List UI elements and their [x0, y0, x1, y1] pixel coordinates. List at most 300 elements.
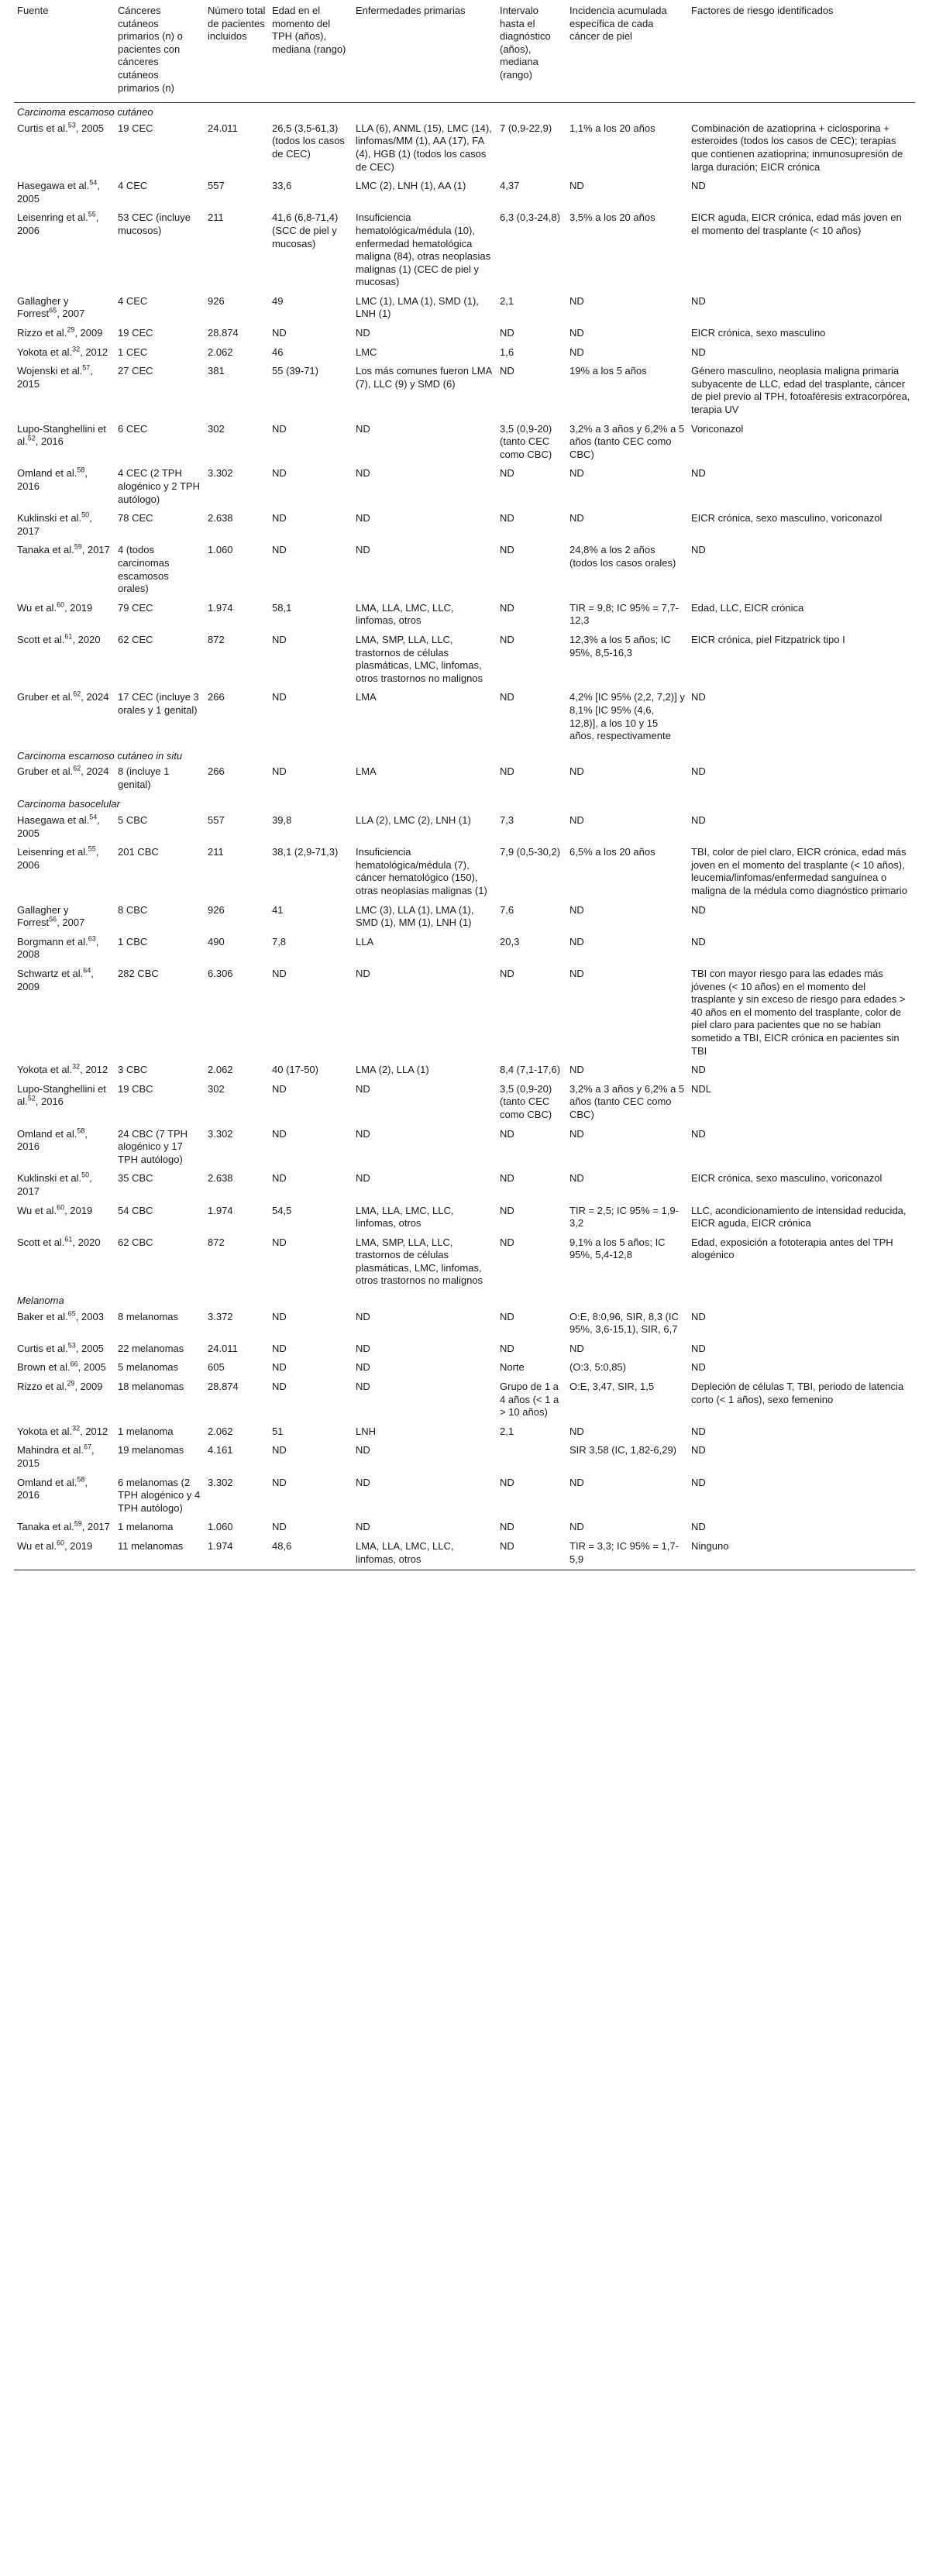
header-pacientes: Número total de pacientes incluidos: [205, 0, 269, 103]
fuente-cell: [14, 465, 115, 510]
fuente-cell: [14, 1474, 115, 1519]
canceres-cell: 1 melanoma: [118, 1425, 174, 1437]
table-row: [14, 177, 915, 209]
incidencia-cell: SIR 3,58 (IC, 1,82-6,29): [569, 1444, 677, 1457]
source-year: , 2020: [72, 633, 101, 645]
intervalo-cell: 3,5 (0,9-20) (tanto CEC como CBC): [500, 422, 552, 460]
factores-cell: ND: [691, 691, 706, 703]
canceres-cell: 19 CEC: [118, 327, 153, 339]
intervalo-cell: 7 (0,9-22,9): [500, 122, 552, 134]
pacientes-cell: 872: [208, 1236, 225, 1248]
pacientes-cell: 2.062: [208, 346, 233, 358]
pacientes-cell: 266: [208, 691, 225, 703]
fuente-cell: [14, 689, 115, 746]
canceres-cell: 53 CEC (incluye mucosos): [118, 212, 191, 236]
edad-cell: 46: [272, 346, 284, 358]
enfermedades-cell: LMC (3), LLA (1), LMA (1), SMD (1), MM (1), LNH (1): [356, 903, 474, 929]
intervalo-cell: 8,4 (7,1-17,6): [500, 1064, 561, 1076]
source-ref: 64: [83, 966, 91, 975]
source-year: , 2012: [80, 1425, 108, 1437]
factores-cell: ND: [691, 765, 706, 778]
source-ref: 60: [57, 600, 65, 609]
factores-cell: ND: [691, 346, 706, 358]
fuente-cell: [14, 1378, 115, 1423]
pacientes-cell: 1.974: [208, 1204, 233, 1216]
canceres-cell: 8 melanomas: [118, 1310, 179, 1322]
pacientes-cell: 2.638: [208, 1172, 233, 1185]
source-year: , 2005: [75, 1342, 104, 1354]
intervalo-cell: ND: [500, 1204, 514, 1216]
source-year: , 2005: [75, 122, 104, 134]
incidencia-cell: 12,3% a los 5 años; IC 95%, 8,5-16,3: [569, 633, 671, 659]
incidencia-cell: 3,5% a los 20 años: [569, 212, 655, 224]
fuente-cell: [14, 1234, 115, 1291]
section-title: Carcinoma escamoso cutáneo in situ: [17, 749, 183, 762]
fuente-cell: [14, 1518, 115, 1538]
fuente-cell: [14, 965, 115, 1061]
canceres-cell: 35 CBC: [118, 1172, 153, 1185]
enfermedades-cell: Insuficiencia hematológica/médula (7), cáncer hematológico (150), otras neoplasias malignas (1): [356, 846, 487, 897]
source-author: Leisenring et al.: [17, 846, 88, 858]
factores-cell: ND: [691, 1342, 706, 1354]
enfermedades-cell: LMA, SMP, LLA, LLC, trastornos de células plasmáticas, LMC, linfomas, otros trastornos no malignos: [356, 633, 483, 684]
enfermedades-cell: ND: [356, 1342, 370, 1354]
table-row: [14, 1126, 915, 1171]
source-year: , 2007: [57, 917, 85, 929]
enfermedades-cell: LMA: [356, 765, 377, 778]
header-enfermedades: Enfermedades primarias: [353, 0, 497, 103]
source-year: , 2019: [64, 1539, 93, 1552]
enfermedades-cell: ND: [356, 467, 370, 480]
edad-cell: 7,8: [272, 935, 287, 948]
enfermedades-cell: ND: [356, 1381, 370, 1393]
canceres-cell: 4 CEC: [118, 294, 148, 307]
canceres-cell: 8 (incluye 1 genital): [118, 765, 170, 790]
source-ref: 62: [73, 690, 81, 698]
source-author: Wojenski et al.: [17, 365, 83, 377]
source-ref: 54: [89, 813, 98, 821]
canceres-cell: 6 CEC: [118, 422, 148, 435]
fuente-cell: [14, 1170, 115, 1202]
incidencia-cell: ND: [569, 512, 584, 524]
canceres-cell: 11 melanomas: [115, 1538, 205, 1570]
table-row: [14, 293, 915, 325]
intervalo-cell: ND: [500, 1127, 514, 1140]
intervalo-cell: 7,9 (0,5-30,2): [500, 846, 561, 858]
source-year: , 2007: [57, 308, 85, 320]
source-author: Yokota et al.: [17, 1064, 73, 1076]
fuente-cell: [14, 902, 115, 934]
intervalo-cell: ND: [500, 467, 514, 480]
factores-cell: Edad, exposición a fototerapia antes del TPH alogénico: [691, 1236, 893, 1261]
pacientes-cell: 24.011: [208, 122, 238, 134]
enfermedades-cell: ND: [356, 544, 370, 556]
edad-cell: ND: [272, 544, 287, 556]
source-year: , 2009: [74, 1381, 103, 1393]
source-ref: 60: [57, 1203, 65, 1212]
table-row: [14, 763, 915, 795]
factores-cell: Género masculino, neoplasia maligna primaria subyacente de LLC, edad del trasplante, cáncer de piel previo al TPH, fotoaféresis extracorpórea, terapia UV: [691, 365, 910, 416]
table-row: [14, 600, 915, 631]
table-row: [14, 1378, 915, 1423]
table-row: [14, 1081, 915, 1126]
pacientes-cell: 381: [208, 365, 225, 377]
source-ref: 54: [89, 178, 98, 187]
canceres-cell: 19 melanomas: [118, 1444, 184, 1457]
incidencia-cell: ND: [569, 346, 584, 358]
table-row: [14, 1234, 915, 1291]
factores-cell: ND: [691, 467, 706, 480]
table-row: [14, 1442, 915, 1474]
section-title: Melanoma: [17, 1295, 64, 1307]
edad-cell: ND: [272, 633, 287, 645]
intervalo-cell: ND: [500, 1521, 514, 1533]
risk-table: [14, 0, 915, 1570]
source-ref: 61: [64, 1235, 73, 1243]
factores-cell: ND: [691, 294, 706, 307]
factores-cell: ND: [691, 1425, 706, 1437]
source-ref: 32: [72, 1424, 81, 1432]
incidencia-cell: ND: [569, 1064, 584, 1076]
fuente-cell: [14, 510, 115, 542]
section-row: [14, 795, 915, 812]
canceres-cell: 4 CEC: [118, 180, 148, 192]
enfermedades-cell: LMC (2), LNH (1), AA (1): [356, 180, 466, 192]
fuente-cell: [14, 1126, 115, 1171]
incidencia-cell: ND: [569, 1476, 584, 1488]
fuente-cell: [14, 934, 115, 965]
source-year: , 2016: [17, 467, 88, 492]
source-year: , 2024: [81, 691, 109, 703]
source-author: Rizzo et al.: [17, 1381, 67, 1393]
fuente-cell: [14, 177, 115, 209]
incidencia-cell: ND: [569, 903, 584, 916]
enfermedades-cell: ND: [356, 327, 370, 339]
factores-cell: LLC, acondicionamiento de intensidad reducida, EICR aguda, EICR crónica: [691, 1204, 907, 1230]
enfermedades-cell: LMA: [356, 691, 377, 703]
source-author: Wu et al.: [17, 601, 57, 614]
canceres-cell: 18 melanomas: [118, 1381, 184, 1393]
edad-cell: ND: [272, 1476, 287, 1488]
enfermedades-cell: ND: [356, 1361, 370, 1374]
factores-cell: Ninguno: [688, 1538, 915, 1570]
fuente-cell: [14, 209, 115, 293]
pacientes-cell: 3.372: [208, 1310, 233, 1322]
pacientes-cell: 3.302: [208, 467, 233, 480]
source-ref: 65: [49, 307, 57, 315]
intervalo-cell: 7,3: [500, 814, 514, 827]
source-author: Lupo-Stanghellini et al.: [17, 1082, 106, 1108]
source-author: Kuklinski et al.: [17, 1172, 82, 1185]
source-ref: 52: [27, 1095, 36, 1103]
source-ref: 62: [73, 764, 81, 772]
intervalo-cell: ND: [500, 365, 514, 377]
enfermedades-cell: ND: [356, 1521, 370, 1533]
enfermedades-cell: LLA (6), ANML (15), LMC (14), linfomas/MM (1), AA (17), FA (4), HGB (1) (todos los casos de CEC): [356, 122, 492, 173]
edad-cell: 41: [272, 903, 284, 916]
table-row: [14, 1538, 915, 1570]
fuente-cell: [14, 542, 115, 599]
source-ref: 61: [64, 632, 73, 641]
intervalo-cell: ND: [500, 1172, 514, 1185]
canceres-cell: 3 CBC: [118, 1064, 148, 1076]
incidencia-cell: 3,2% a 3 años y 6,2% a 5 años (tanto CEC como CBC): [569, 1082, 685, 1120]
source-author: Yokota et al.: [17, 346, 73, 358]
canceres-cell: 1 CBC: [118, 935, 148, 948]
factores-cell: TBI, color de piel claro, EICR crónica, edad más joven en el momento del trasplante (< 10 años), leucemia/linfomas/enfermedad sanguínea o maligna de la médula como diagnóstico primario: [691, 846, 907, 897]
factores-cell: ND: [691, 1361, 706, 1374]
incidencia-cell: TIR = 3,3; IC 95% = 1,7-5,9: [566, 1538, 688, 1570]
canceres-cell: 4 (todos carcinomas escamosos orales): [118, 544, 170, 595]
fuente-cell: [14, 421, 115, 466]
source-ref: 60: [57, 1539, 65, 1547]
source-author: Curtis et al.: [17, 1342, 68, 1354]
source-author: Leisenring et al.: [17, 212, 88, 224]
pacientes-cell: 302: [208, 1082, 225, 1095]
intervalo-cell: ND: [500, 512, 514, 524]
factores-cell: ND: [691, 1127, 706, 1140]
edad-cell: ND: [272, 1236, 287, 1248]
canceres-cell: 201 CBC: [118, 846, 159, 858]
canceres-cell: 62 CEC: [118, 633, 153, 645]
intervalo-cell: ND: [500, 1342, 514, 1354]
table-row: [14, 844, 915, 901]
canceres-cell: 79 CEC: [118, 601, 153, 614]
source-year: , 2016: [17, 1127, 88, 1153]
table-row: [14, 325, 915, 344]
enfermedades-cell: ND: [356, 1476, 370, 1488]
table-row: [14, 965, 915, 1061]
source-author: Hasegawa et al.: [17, 814, 90, 827]
source-ref: 63: [88, 934, 96, 943]
source-ref: 52: [27, 434, 36, 442]
fuente-cell: [14, 631, 115, 689]
table-row: [14, 902, 915, 934]
source-author: Lupo-Stanghellini et al.: [17, 422, 106, 448]
canceres-cell: 19 CEC: [118, 122, 153, 134]
intervalo-cell: Grupo de 1 a 4 años (< 1 a > 10 años): [500, 1381, 559, 1419]
incidencia-cell: 4,2% [IC 95% (2,2, 7,2)] y 8,1% [IC 95% (4,6, 12,8)], a los 10 y 15 años, respectivamente: [569, 691, 685, 742]
intervalo-cell: ND: [500, 633, 514, 645]
pacientes-cell: 1.974: [208, 601, 233, 614]
source-year: , 2015: [17, 1444, 95, 1469]
edad-cell: ND: [272, 765, 287, 778]
incidencia-cell: O:E, 8:0,96, SIR, 8,3 (IC 95%, 3,6-15,1), SIR, 6,7: [569, 1310, 679, 1336]
edad-cell: 26,5 (3,5-61,3) (todos los casos de CEC): [272, 122, 345, 160]
intervalo-cell: ND: [500, 691, 514, 703]
source-author: Kuklinski et al.: [17, 512, 82, 524]
pacientes-cell: 3.302: [208, 1476, 233, 1488]
fuente-cell: [14, 1359, 115, 1378]
table-body: [14, 103, 915, 1570]
incidencia-cell: 19% a los 5 años: [569, 365, 647, 377]
edad-cell: ND: [272, 691, 287, 703]
source-author: Mahindra et al.: [17, 1444, 84, 1457]
factores-cell: EICR crónica, sexo masculino, voriconazol: [691, 1172, 883, 1185]
source-year: , 2012: [80, 346, 108, 358]
enfermedades-cell: ND: [356, 1127, 370, 1140]
enfermedades-cell: LMC: [356, 346, 377, 358]
source-year: , 2005: [17, 814, 100, 839]
fuente-cell: [14, 1423, 115, 1443]
factores-cell: EICR aguda, EICR crónica, edad más joven en el momento del trasplante (< 10 años): [691, 212, 902, 236]
edad-cell: ND: [272, 1172, 287, 1185]
pacientes-cell: 211: [208, 846, 224, 858]
source-author: Omland et al.: [17, 1476, 77, 1488]
pacientes-cell: 926: [208, 294, 225, 307]
edad-cell: 51: [272, 1425, 284, 1437]
fuente-cell: [14, 363, 115, 420]
incidencia-cell: 24,8% a los 2 años (todos los casos orales): [569, 544, 676, 569]
edad-cell: ND: [272, 1310, 287, 1322]
factores-cell: Depleción de células T, TBI, periodo de latencia corto (< 1 años), sexo femenino: [691, 1381, 904, 1405]
fuente-cell: [14, 293, 115, 325]
enfermedades-cell: LLA (2), LMC (2), LNH (1): [356, 814, 471, 827]
source-year: , 2008: [17, 935, 99, 961]
source-year: , 2012: [80, 1064, 108, 1076]
source-year: , 2017: [81, 544, 110, 556]
source-ref: 65: [67, 1309, 76, 1318]
source-ref: 58: [77, 1126, 85, 1135]
source-ref: 67: [84, 1443, 92, 1452]
source-author: Gruber et al.: [17, 765, 74, 778]
incidencia-cell: ND: [569, 180, 584, 192]
source-author: Tanaka et al.: [17, 544, 74, 556]
factores-cell: EICR crónica, piel Fitzpatrick tipo I: [691, 633, 845, 645]
header-intervalo: Intervalo hasta el diagnóstico (años), mediana (rango): [497, 0, 566, 103]
incidencia-cell: ND: [569, 1342, 584, 1354]
fuente-cell: [14, 120, 115, 177]
table-row: [14, 1423, 915, 1443]
pacientes-cell: 557: [208, 180, 225, 192]
intervalo-cell: 4,37: [500, 180, 520, 192]
edad-cell: 33,6: [272, 180, 292, 192]
source-author: Omland et al.: [17, 1127, 77, 1140]
pacientes-cell: 266: [208, 765, 225, 778]
canceres-cell: 1 melanoma: [118, 1521, 174, 1533]
pacientes-cell: 557: [208, 814, 225, 827]
source-year: , 2009: [74, 327, 103, 339]
pacientes-cell: 4.161: [208, 1444, 233, 1457]
source-author: Gallagher y Forrest: [17, 903, 69, 929]
source-year: , 2016: [35, 435, 64, 448]
canceres-cell: 4 CEC (2 TPH alogénico y 2 TPH autólogo): [118, 467, 200, 505]
pacientes-cell: 1.060: [208, 1521, 233, 1533]
source-year: , 2016: [35, 1095, 64, 1108]
factores-cell: ND: [691, 903, 706, 916]
source-year: , 2006: [17, 212, 99, 236]
table-row: [14, 344, 915, 363]
source-ref: 59: [74, 543, 82, 552]
header-fuente: Fuente: [14, 0, 115, 103]
canceres-cell: 17 CEC (incluye 3 orales y 1 genital): [118, 691, 199, 716]
fuente-cell: [14, 1538, 115, 1570]
incidencia-cell: ND: [569, 1172, 584, 1185]
intervalo-cell: ND: [500, 544, 514, 556]
source-year: , 2016: [17, 1476, 88, 1501]
table-row: [14, 209, 915, 293]
enfermedades-cell: LLA: [356, 935, 374, 948]
table-row: [14, 542, 915, 599]
canceres-cell: 24 CBC (7 TPH alogénico y 17 TPH autólogo): [118, 1127, 188, 1165]
edad-cell: ND: [272, 422, 287, 435]
table-row: [14, 1061, 915, 1081]
edad-cell: ND: [272, 467, 287, 480]
incidencia-cell: ND: [569, 968, 584, 979]
table-row: [14, 631, 915, 689]
fuente-cell: [14, 844, 115, 901]
intervalo-cell: ND: [500, 601, 514, 614]
source-year: , 2020: [72, 1236, 101, 1248]
intervalo-cell: [497, 1442, 566, 1474]
source-year: , 2017: [81, 1521, 110, 1533]
table-row: [14, 1309, 915, 1340]
factores-cell: Voriconazol: [691, 422, 744, 435]
canceres-cell: 282 CBC: [118, 968, 159, 979]
source-author: Scott et al.: [17, 1236, 65, 1248]
intervalo-cell: 20,3: [500, 935, 520, 948]
source-year: , 2005: [17, 180, 100, 205]
edad-cell: 48,6: [269, 1538, 353, 1570]
section-row: [14, 103, 915, 120]
section-title: Carcinoma escamoso cutáneo: [17, 106, 153, 119]
table-row: [14, 1474, 915, 1519]
source-year: , 2017: [17, 512, 92, 537]
header-factores: Factores de riesgo identificados: [688, 0, 915, 103]
edad-cell: 39,8: [272, 814, 292, 827]
enfermedades-cell: ND: [356, 1444, 370, 1457]
table-row: [14, 1518, 915, 1538]
table-row: [14, 510, 915, 542]
incidencia-cell: ND: [569, 1425, 584, 1437]
factores-cell: TBI con mayor riesgo para las edades más jóvenes (< 10 años) en el momento del trasplante y sin exceso de riesgo para edades > 40 años en el momento del trasplante, color de piel claro para pacientes que no se habían sometido a TBI, EICR crónica en pacientes sin TBI: [691, 968, 906, 1057]
intervalo-cell: 3,5 (0,9-20) (tanto CEC como CBC): [500, 1082, 552, 1120]
incidencia-cell: TIR = 9,8; IC 95% = 7,7-12,3: [569, 601, 679, 627]
intervalo-cell: ND: [500, 765, 514, 778]
pacientes-cell: 2.638: [208, 512, 233, 524]
edad-cell: 41,6 (6,8-71,4) (SCC de piel y mucosas): [272, 212, 339, 249]
pacientes-cell: 28.874: [208, 327, 239, 339]
table-row: [14, 120, 915, 177]
pacientes-cell: 3.302: [208, 1127, 233, 1140]
enfermedades-cell: ND: [356, 1082, 370, 1095]
incidencia-cell: 3,2% a 3 años y 6,2% a 5 años (tanto CEC como CBC): [569, 422, 685, 460]
incidencia-cell: 1,1% a los 20 años: [569, 122, 655, 134]
source-author: Omland et al.: [17, 467, 77, 480]
factores-cell: Combinación de azatioprina + ciclosporina + esteroides (todos los casos de CEC); terapias que contienen azatioprina; inmunosupresión de larga duración; EICR crónica: [691, 122, 903, 173]
edad-cell: 54,5: [272, 1204, 292, 1216]
factores-cell: NDL: [691, 1082, 712, 1095]
source-ref: 58: [77, 1475, 85, 1484]
table-row: [14, 934, 915, 965]
enfermedades-cell: LMA (2), LLA (1): [356, 1064, 429, 1076]
source-author: Borgmann et al.: [17, 935, 88, 948]
pacientes-cell: 28.874: [208, 1381, 239, 1393]
fuente-cell: [14, 1442, 115, 1474]
factores-cell: ND: [691, 544, 706, 556]
fuente-cell: [14, 1340, 115, 1360]
source-author: Rizzo et al.: [17, 327, 67, 339]
factores-cell: ND: [691, 1444, 706, 1457]
section-title: Carcinoma basocelular: [17, 798, 120, 810]
enfermedades-cell: LMA, LLA, LMC, LLC, linfomas, otros: [353, 1538, 497, 1570]
enfermedades-cell: ND: [356, 1310, 370, 1322]
enfermedades-cell: Los más comunes fueron LMA (7), LLC (9) y SMD (6): [356, 365, 492, 390]
edad-cell: ND: [272, 512, 287, 524]
incidencia-cell: ND: [569, 467, 584, 480]
table-row: [14, 421, 915, 466]
intervalo-cell: ND: [500, 1236, 514, 1248]
